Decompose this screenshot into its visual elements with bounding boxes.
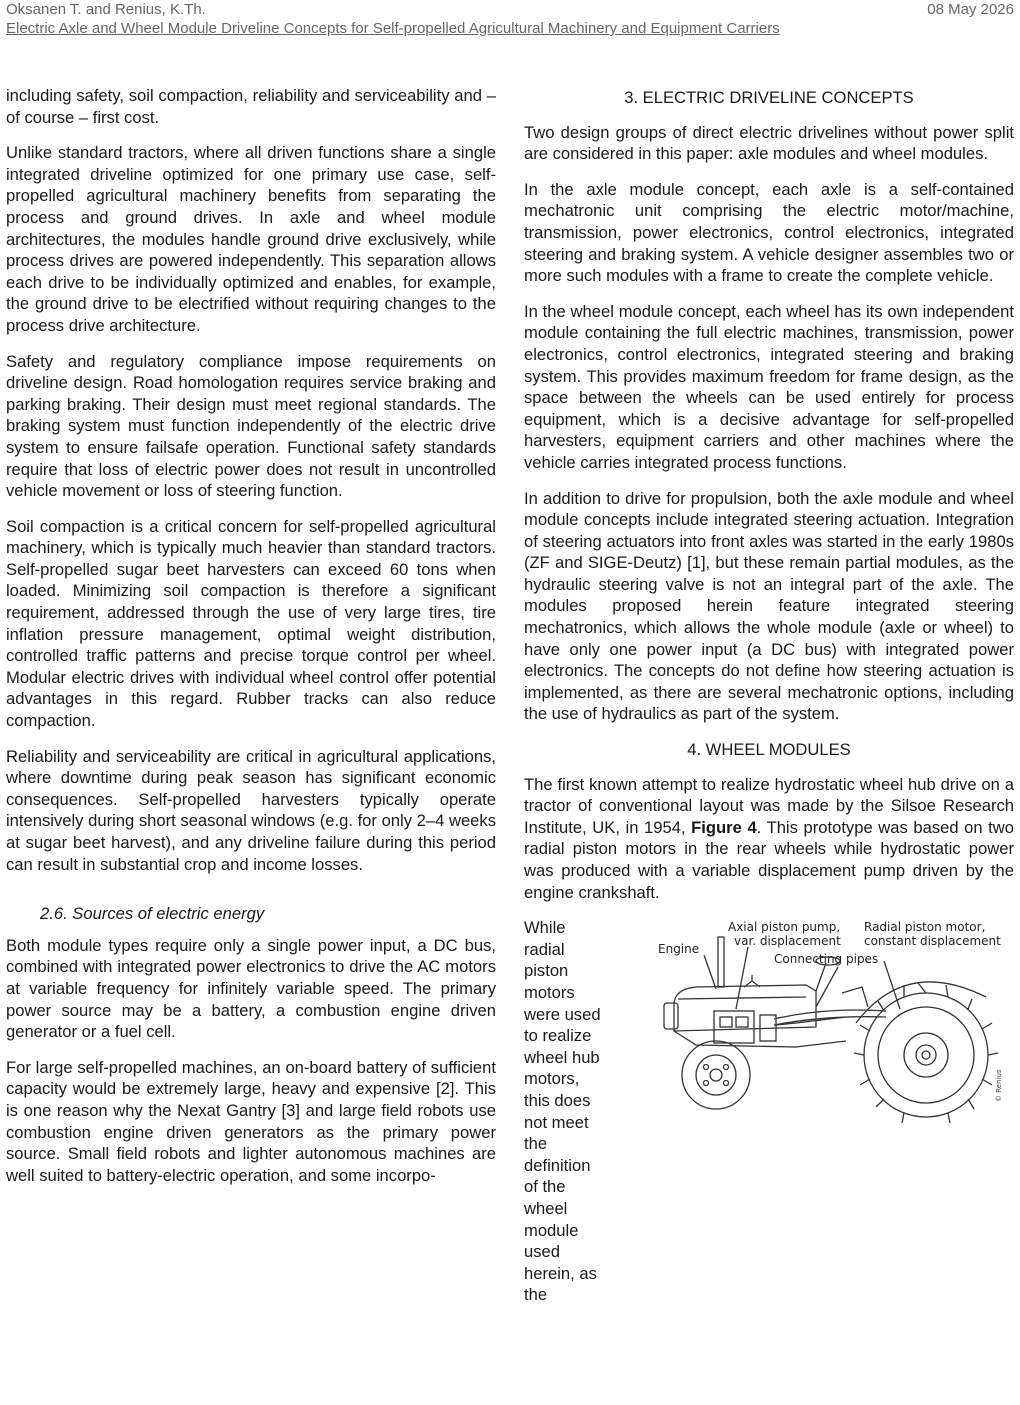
label-engine: Engine bbox=[658, 942, 700, 957]
figure-block bbox=[524, 917, 1014, 1305]
paragraph bbox=[524, 774, 1014, 904]
label-pump-line2: var. displacement bbox=[734, 934, 841, 949]
section-heading: 3. ELECTRIC DRIVELINE CONCEPTS bbox=[624, 88, 914, 107]
paragraph: For large self-propelled machines, an on-board battery of sufficient capacity would be extremely large, heavy and expensive [2]. This is one reason why the Nexat Gantry [3] and large field robots use combustion engine driven generators as the primary power source. Small field robots and lighter autonomous machines are well suited to battery-electric operation, and some incorpo- bbox=[6, 1057, 496, 1185]
paragraph: In addition to drive for propulsion, both the axle module and wheel module concepts include integrated steering actuation. Integration of steering actuators into front axles was started in the early 1980s (ZF and SIGE-Deutz) [1], but these remain partial modules, as the hydraulic steering valve is not an integral part of the axle. The modules proposed herein feature integrated steering mechatronics, which allows the whole module (axle or wheel) to have only one power input (a DC bus) with integrated power electronics. The concepts do not define how steering actuation is implemented, as there are several mechatronic options, including the use of hydraulics as part of the system. bbox=[524, 488, 1014, 724]
paragraph: Soil compaction is a critical concern for self-propelled agricultural machinery, which is typically much heavier than standard tractors. Self-propelled sugar beet harvesters can exceed 60 tons when loaded. Minimizing soil compaction is therefore a significant requirement, addressed through the use of very large tires, tire inflation pressure management, optimal weight distribution, controlled traffic patterns and precise torque control per wheel. Modular electric drives with individual wheel control offer potential advantages in this regard. Rubber tracks can also reduce compaction. bbox=[6, 516, 496, 731]
left-column bbox=[6, 85, 496, 1200]
paragraph-text: . This prototype was based on two radial piston motors in the rear wheels while hydrostatic power was produced with a variable displacement pump driven by the engine crankshaft. bbox=[524, 817, 1014, 902]
header-authors: Oksanen T. and Renius, K.Th. bbox=[6, 1, 206, 18]
figure-credit: © Renius bbox=[995, 1069, 1003, 1103]
paragraph: Unlike standard tractors, where all driven functions share a single integrated driveline optimized for one primary use case, self-propelled agricultural machinery benefits from separating the process and ground drives. In axle and wheel module architectures, the modules handle ground drive exclusively, while process drives are powered independently. This separation allows each drive to be individually optimized and enables, for example, the ground drive to be electrified without requiring changes to the process drive architecture. bbox=[6, 143, 496, 335]
header-title: Electric Axle and Wheel Module Driveline Concepts for Self-propelled Agricultural Machinery and Equipment Carriers bbox=[6, 20, 780, 37]
paragraph-text: The first known attempt to realize hydrostatic wheel hub drive on a tractor of conventional layout was made by the Silsoe Research Institute, UK, in 1954, bbox=[524, 774, 1014, 837]
figure-reference: Figure 4 bbox=[691, 817, 757, 837]
section-subheading: 2.6. Sources of electric energy bbox=[40, 904, 265, 924]
paragraph: Safety and regulatory compliance impose requirements on driveline design. Road homologation requires service braking and parking braking. Their design must meet regional standards. The braking system must function independently of the electric drive system to ensure failsafe operation. Functional safety standards require that loss of electric power does not result in uncontrolled vehicle movement or loss of steering function. bbox=[6, 351, 496, 501]
right-column bbox=[524, 85, 1014, 1305]
section-heading: 4. WHEEL MODULES bbox=[687, 740, 851, 760]
paragraph: Two design groups of direct electric drivelines without power split are considered in this paper: axle modules and wheel modules. bbox=[524, 122, 1014, 164]
paragraph: including safety, soil compaction, reliability and serviceability and – of course – first cost. bbox=[6, 86, 496, 127]
paragraph: Both module types require only a single power input, a DC bus, combined with integrated power electronics to drive the AC motors at variable frequency for infinitely variable speed. The primary power source may be a battery, a combustion engine driven generator or a fuel cell. bbox=[6, 935, 496, 1042]
header-date: 08 May 2026 bbox=[927, 1, 1014, 18]
paragraph: In the axle module concept, each axle is a self-contained mechatronic unit comprising the electric motor/machine, transmission, power electronics, control electronics, integrated steering and braking system. A vehicle designer assembles two or more such modules with a frame to create the complete vehicle. bbox=[524, 179, 1014, 286]
paragraph: Reliability and serviceability are critical in agricultural applications, where downtime during peak season has significant economic consequences. Self-propelled harvesters typically operate intensively during short seasonal windows (e.g. for only 2–4 weeks at sugar beet harvest), and any driveline failure during this period can result in substantial crop and income losses. bbox=[6, 746, 496, 874]
tractor-figure bbox=[656, 920, 1016, 1127]
label-motor-line2: constant displacement bbox=[864, 934, 1001, 949]
paragraph: While radial piston motors were used to realize wheel hub motors, this does not meet the definition of the wheel module used herein, as the bbox=[524, 918, 601, 1305]
paragraph: In the wheel module concept, each wheel has its own independent module containing the full electric machines, transmission, power electronics, control electronics, integrated steering and braking system. This provides maximum freedom for frame design, as the space between the wheels can be used entirely for process equipment, which is a decisive advantage for self-propelled harvesters, equipment carriers and other machines where the vehicle carries integrated process functions. bbox=[524, 301, 1014, 472]
label-motor-line1: Radial piston motor, bbox=[864, 920, 986, 935]
page-header bbox=[6, 0, 1014, 38]
label-pump-line1: Axial piston pump, bbox=[728, 920, 841, 935]
label-pipes: Connecting pipes bbox=[774, 952, 879, 967]
